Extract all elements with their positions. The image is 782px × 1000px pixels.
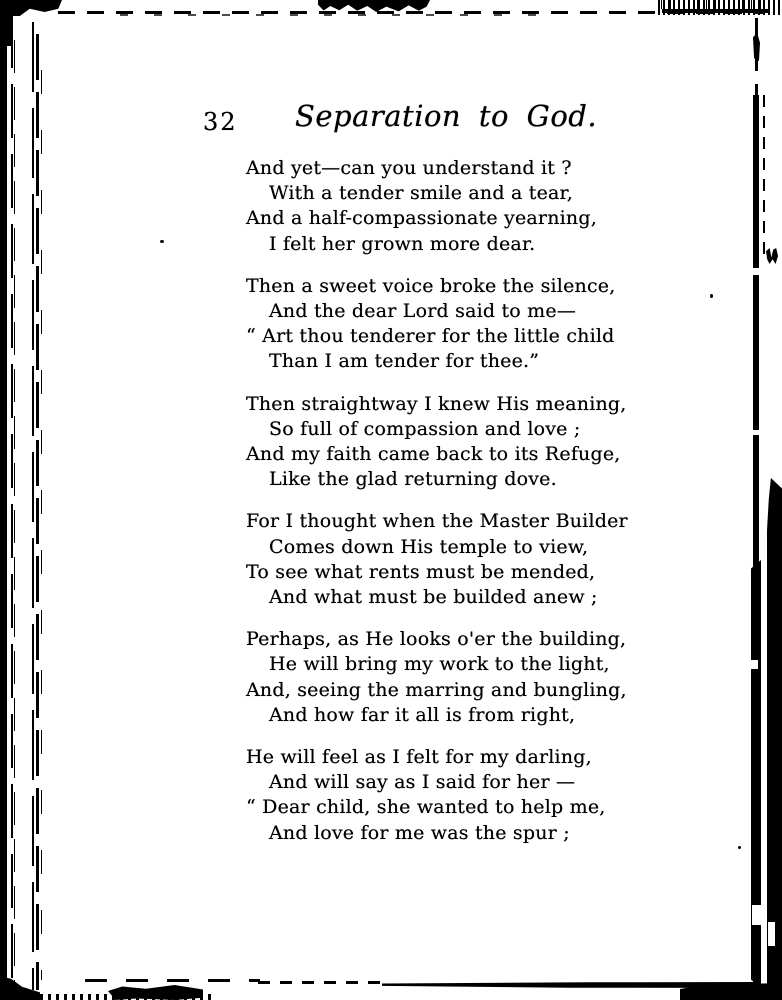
stanza: [246, 392, 646, 493]
scan-artifact-bottom-dashed-line: [258, 981, 388, 984]
poem-line: To see what rents must be mended,: [246, 560, 596, 583]
scan-artifact-white-notch: [752, 905, 761, 925]
scan-artifact-right-margin-mark: [766, 248, 778, 264]
scan-artifact-top-right-page-edges: [662, 9, 768, 13]
page-number: 32: [203, 108, 238, 136]
poem-line: I felt her grown more dear.: [269, 232, 536, 255]
poem-line: And love for me was the spur ;: [269, 821, 570, 844]
poem-line: He will bring my work to the light,: [269, 653, 610, 676]
scan-artifact-top-left-blob: [0, 0, 12, 46]
poem-line: With a tender smile and a tear,: [269, 182, 573, 205]
scan-artifact-right-edge-line: [753, 33, 760, 61]
poem-line: And yet—can you understand it ?: [246, 157, 572, 179]
scan-artifact-white-notch: [752, 430, 760, 435]
poem-line: Perhaps, as He looks o'er the building,: [246, 628, 627, 651]
poem-line: And a half-compassionate yearning,: [246, 207, 597, 230]
poem-line: And will say as I said for her —: [269, 771, 576, 794]
scan-artifact-white-notch: [752, 268, 760, 275]
poem-line: He will feel as I felt for my darling,: [246, 746, 592, 769]
stanza: [246, 509, 646, 610]
stanza: [246, 274, 646, 375]
poem-line: Then a sweet voice broke the silence,: [246, 274, 616, 297]
running-header-title: Separation to God.: [295, 99, 598, 133]
stanza: [246, 627, 646, 728]
scan-artifact-right-edge-line: [763, 95, 765, 260]
scan-artifact-white-notch: [768, 922, 775, 946]
poem-line: Then straightway I knew His meaning,: [246, 392, 627, 415]
poem-text: [246, 156, 646, 863]
scan-artifact-speck: [160, 240, 164, 243]
scan-artifact-left-crease-line: [36, 34, 39, 990]
poem-line: And the dear Lord said to me—: [269, 300, 577, 323]
poem-line: Than I am tender for thee.”: [269, 350, 540, 373]
scan-artifact-left-crease-line: [14, 40, 15, 990]
poem-line: Comes down His temple to view,: [269, 535, 589, 558]
scan-artifact-left-crease-line: [32, 22, 34, 990]
poem-line: Like the glad returning dove.: [269, 468, 557, 491]
stanza: [246, 745, 646, 846]
stanza: [246, 156, 646, 257]
poem-line: “ Art thou tenderer for the little child: [246, 325, 615, 348]
scan-artifact-left-gutter-bar: [0, 0, 7, 1000]
scan-artifact-speck: [738, 846, 741, 849]
poem-line: And what must be builded anew ;: [269, 586, 598, 609]
poem-line: And how far it all is from right,: [269, 703, 576, 726]
poem-line: So full of compassion and love ;: [269, 417, 581, 440]
scan-artifact-left-crease-line: [11, 14, 13, 994]
poem-line: And my faith came back to its Refuge,: [246, 443, 621, 466]
poem-line: “ Dear child, she wanted to help me,: [246, 796, 606, 819]
poem-line: And, seeing the marring and bungling,: [246, 678, 627, 701]
scan-artifact-white-notch: [751, 660, 758, 669]
scan-artifact-bottom-fringe: [0, 994, 215, 1000]
scan-artifact-speck: [710, 294, 713, 298]
scan-artifact-bottom-dashed-line: [85, 979, 260, 982]
scan-artifact-left-crease-line: [41, 70, 42, 980]
scan-artifact-top-dashed-line: [120, 14, 540, 16]
poem-line: For I thought when the Master Builder: [246, 510, 628, 533]
